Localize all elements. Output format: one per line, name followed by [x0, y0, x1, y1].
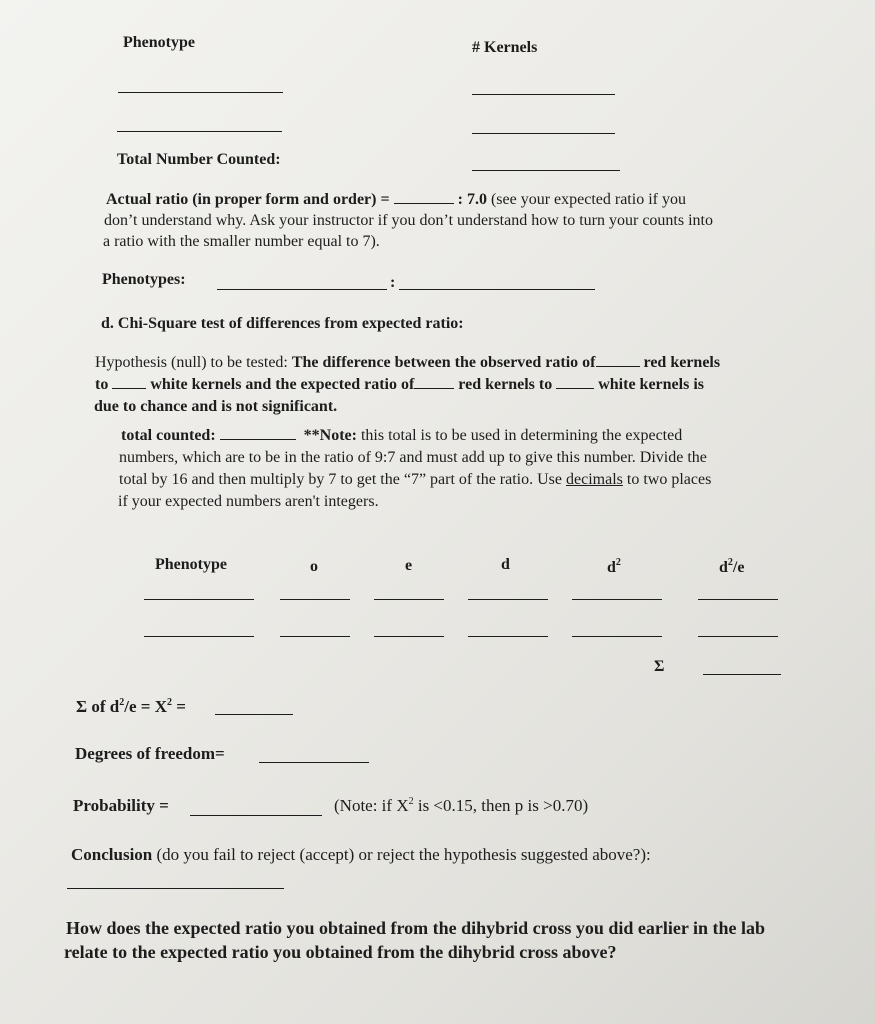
actual-ratio-line2: don’t understand why. Ask your instructor if you don’t understand how to turn your counts into — [104, 212, 713, 229]
conclusion-blank[interactable] — [67, 888, 284, 889]
probability-blank[interactable] — [190, 815, 322, 816]
chi-sum-sup2: 2 — [166, 697, 172, 708]
note-line2: numbers, which are to be in the ratio of 9:7 and must add up to give this number. Divide the — [119, 449, 707, 466]
total-counted-label: Total Number Counted: — [117, 151, 281, 168]
hypothesis-line3: due to chance and is not significant. — [94, 398, 338, 415]
hypothesis-to: to — [95, 376, 109, 393]
conclusion-line — [71, 845, 651, 865]
hypothesis-text-3: white kernels and the expected ratio of — [150, 376, 415, 393]
row2-o-blank[interactable] — [280, 636, 350, 637]
actual-ratio-line3: a ratio with the smaller number equal to 7). — [103, 233, 380, 250]
d2e-sup: 2 — [727, 557, 733, 568]
probability-label: Probability = — [73, 796, 169, 815]
row1-d2e-blank[interactable] — [698, 599, 778, 600]
total-counted-blank[interactable] — [472, 170, 620, 171]
row1-d2-blank[interactable] — [572, 599, 662, 600]
hypothesis-text-4: red kernels to — [458, 376, 553, 393]
note-line4: if your expected numbers aren't integers. — [118, 493, 379, 510]
row1-phenotype-blank[interactable] — [144, 599, 254, 600]
question-line2: relate to the expected ratio you obtained from the dihybrid cross above? — [64, 942, 617, 962]
note-text-4: to two places — [626, 471, 712, 488]
observed-red-blank[interactable] — [596, 365, 640, 367]
probability-note-b: is <0.15, then p is >0.70) — [413, 796, 589, 815]
phenotypes-blank-2[interactable] — [399, 289, 595, 290]
probability-note-a: (Note: if X — [334, 796, 409, 815]
table-header-d2 — [607, 559, 621, 577]
probability-note-sup: 2 — [408, 796, 414, 807]
expected-red-blank[interactable] — [414, 387, 454, 389]
hypothesis-line1 — [95, 352, 720, 373]
table-header-d: d — [501, 556, 510, 573]
actual-ratio-seven: : 7.0 — [457, 191, 487, 208]
decimals-underlined: decimals — [566, 471, 623, 488]
degrees-of-freedom-blank[interactable] — [259, 762, 369, 763]
phenotypes-label: Phenotypes: — [102, 271, 186, 288]
actual-ratio-blank[interactable] — [394, 202, 454, 204]
row2-d-blank[interactable] — [468, 636, 548, 637]
phenotype-blank-2[interactable] — [117, 131, 282, 132]
conclusion-text: (do you fail to reject (accept) or reject the hypothesis suggested above?): — [156, 845, 651, 864]
note-label: **Note: — [303, 427, 357, 444]
row1-e-blank[interactable] — [374, 599, 444, 600]
d2-base: d — [607, 559, 616, 576]
chi-square-sum-label — [76, 697, 186, 717]
hypothesis-text-1: The difference between the observed ratio of — [291, 354, 596, 371]
note-line3 — [119, 469, 711, 490]
expected-white-blank[interactable] — [556, 387, 594, 389]
chi-sum-sup1: 2 — [119, 697, 125, 708]
hypothesis-label: Hypothesis (null) to be tested: — [95, 354, 288, 371]
table-header-o: o — [310, 558, 318, 575]
phenotypes-colon: : — [390, 274, 396, 291]
actual-ratio-label: Actual ratio (in proper form and order) = — [106, 191, 390, 208]
conclusion-label: Conclusion — [71, 845, 153, 864]
question-line1: How does the expected ratio you obtained from the dihybrid cross you did earlier in the lab — [66, 918, 766, 938]
observed-white-blank[interactable] — [112, 387, 146, 389]
section-d-title: d. Chi-Square test of differences from expected ratio: — [101, 315, 464, 332]
total-counted-blank-2[interactable] — [220, 438, 296, 440]
total-counted-label-2: total counted: — [121, 427, 216, 444]
chi-sum-a: Σ of d — [76, 697, 120, 716]
kernels-blank-2[interactable] — [472, 133, 615, 134]
row1-o-blank[interactable] — [280, 599, 350, 600]
kernels-blank-1[interactable] — [472, 94, 615, 95]
phenotypes-blank-1[interactable] — [217, 289, 387, 290]
row2-e-blank[interactable] — [374, 636, 444, 637]
table-header-d2e — [719, 559, 744, 577]
degrees-of-freedom-label: Degrees of freedom= — [75, 744, 225, 763]
probability-note — [334, 796, 588, 816]
chi-square-blank[interactable] — [215, 714, 293, 715]
row1-d-blank[interactable] — [468, 599, 548, 600]
chi-sum-c: = — [171, 697, 186, 716]
d2e-suffix: /e — [732, 559, 745, 576]
sigma-symbol: Σ — [654, 658, 665, 675]
hypothesis-line2 — [95, 374, 704, 395]
note-line1 — [121, 425, 682, 446]
note-text-3: total by 16 and then multiply by 7 to get the “7” part of the ratio. Use — [119, 471, 563, 488]
actual-ratio-line1 — [106, 189, 686, 210]
d2e-base: d — [719, 559, 728, 576]
d2-sup: 2 — [615, 557, 621, 568]
row2-phenotype-blank[interactable] — [144, 636, 254, 637]
phenotype-blank-1[interactable] — [118, 92, 283, 93]
sigma-total-blank[interactable] — [703, 674, 781, 675]
chi-sum-b: /e = X — [124, 697, 167, 716]
table-header-e: e — [405, 557, 413, 574]
phenotype-header: Phenotype — [123, 34, 195, 51]
row2-d2-blank[interactable] — [572, 636, 662, 637]
hypothesis-text-5: white kernels is — [598, 376, 704, 393]
table-header-phenotype: Phenotype — [155, 556, 227, 573]
row2-d2e-blank[interactable] — [698, 636, 778, 637]
kernels-header: # Kernels — [472, 39, 538, 56]
note-text-1: this total is to be used in determining the expected — [360, 427, 683, 444]
actual-ratio-hint: (see your expected ratio if you — [490, 191, 686, 208]
hypothesis-text-2: red kernels — [643, 354, 721, 371]
